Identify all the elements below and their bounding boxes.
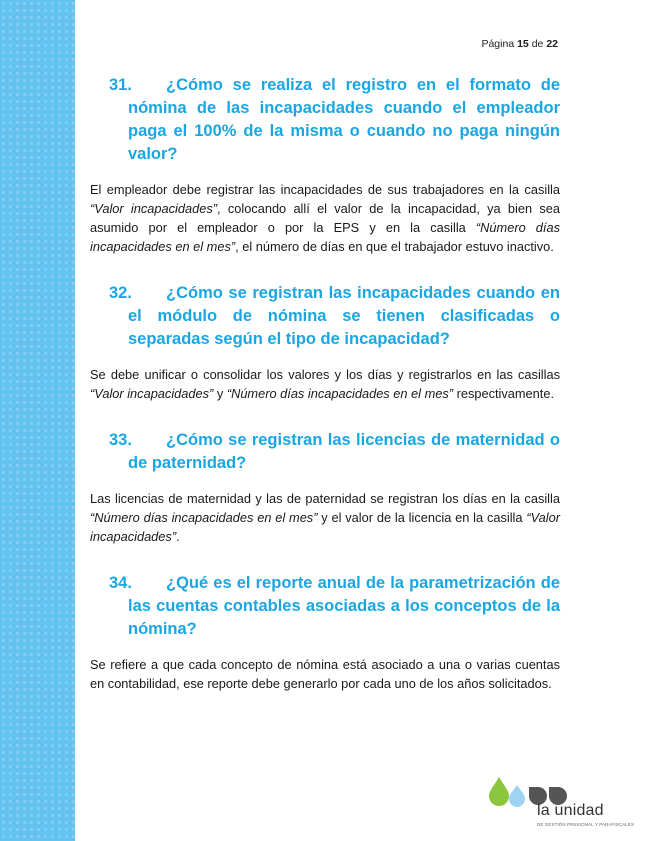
answer-text: Se refiere a que cada concepto de nómina está asociado a una o varias cuentas en contabilidad, ese reporte debe generarlo por cada uno de los años solicitados. (90, 657, 560, 691)
field-name-emphasis: “Número días incapacidades en el mes” (90, 220, 560, 254)
question-number: 32. (109, 284, 132, 302)
question-text: ¿Qué es el reporte anual de la parametrización de las cuentas contables asociadas a los conceptos de la nómina? (128, 574, 560, 638)
logo-tagline: DE GESTIÓN PENSIONAL Y PARAFISCALES (537, 822, 635, 827)
answer-paragraph (90, 180, 560, 256)
question-number: 34. (109, 574, 132, 592)
decorative-sidebar (0, 0, 75, 841)
answer-text: Se debe unificar o consolidar los valores y los días y registrarlos en las casillas (90, 367, 560, 382)
question-heading (90, 282, 560, 351)
answer-text: y (213, 386, 227, 401)
answer-text: , colocando allí el valor de la incapacidad, ya bien sea asumido por el empleador o por la EPS y en la casilla (90, 201, 561, 235)
field-name-emphasis: “Valor incapacidades” (90, 201, 218, 216)
question-text: ¿Cómo se registran las licencias de maternidad o de paternidad? (128, 431, 560, 472)
answer-text: y el valor de la licencia en la casilla (317, 510, 527, 525)
answer-text: . (176, 529, 180, 544)
logo-wordmark: la unidad (537, 802, 604, 819)
answer-paragraph (90, 489, 560, 546)
field-name-emphasis: “Valor incapacidades” (90, 510, 560, 544)
field-name-emphasis: “Valor incapacidades” (90, 386, 214, 401)
field-name-emphasis: “Número días incapacidades en el mes” (90, 510, 318, 525)
answer-paragraph (90, 655, 560, 693)
answer-paragraph (90, 365, 560, 403)
answer-text: Las licencias de maternidad y las de paternidad se registran los días en la casilla (90, 491, 560, 506)
la-unidad-logo (487, 775, 635, 835)
question-number: 31. (109, 76, 132, 94)
field-name-emphasis: “Número días incapacidades en el mes” (226, 386, 454, 401)
answer-text: El empleador debe registrar las incapacidades de sus trabajadores en la casilla (90, 182, 560, 197)
document-body (90, 74, 560, 719)
question-heading (90, 572, 560, 641)
answer-text: , el número de días en que el trabajador estuvo inactivo. (235, 239, 554, 254)
question-heading (90, 74, 560, 166)
question-text: ¿Cómo se registran las incapacidades cuando en el módulo de nómina se tienen clasificadas o separadas según el tipo de incapacidad? (128, 284, 560, 348)
question-text: ¿Cómo se realiza el registro en el formato de nómina de las incapacidades cuando el empleador paga el 100% de la misma o cuando no paga ningún valor? (128, 76, 560, 163)
question-number: 33. (109, 431, 132, 449)
page-number: Página 15 de 22 (481, 38, 558, 50)
question-heading (90, 429, 560, 475)
answer-text: respectivamente. (453, 386, 555, 401)
